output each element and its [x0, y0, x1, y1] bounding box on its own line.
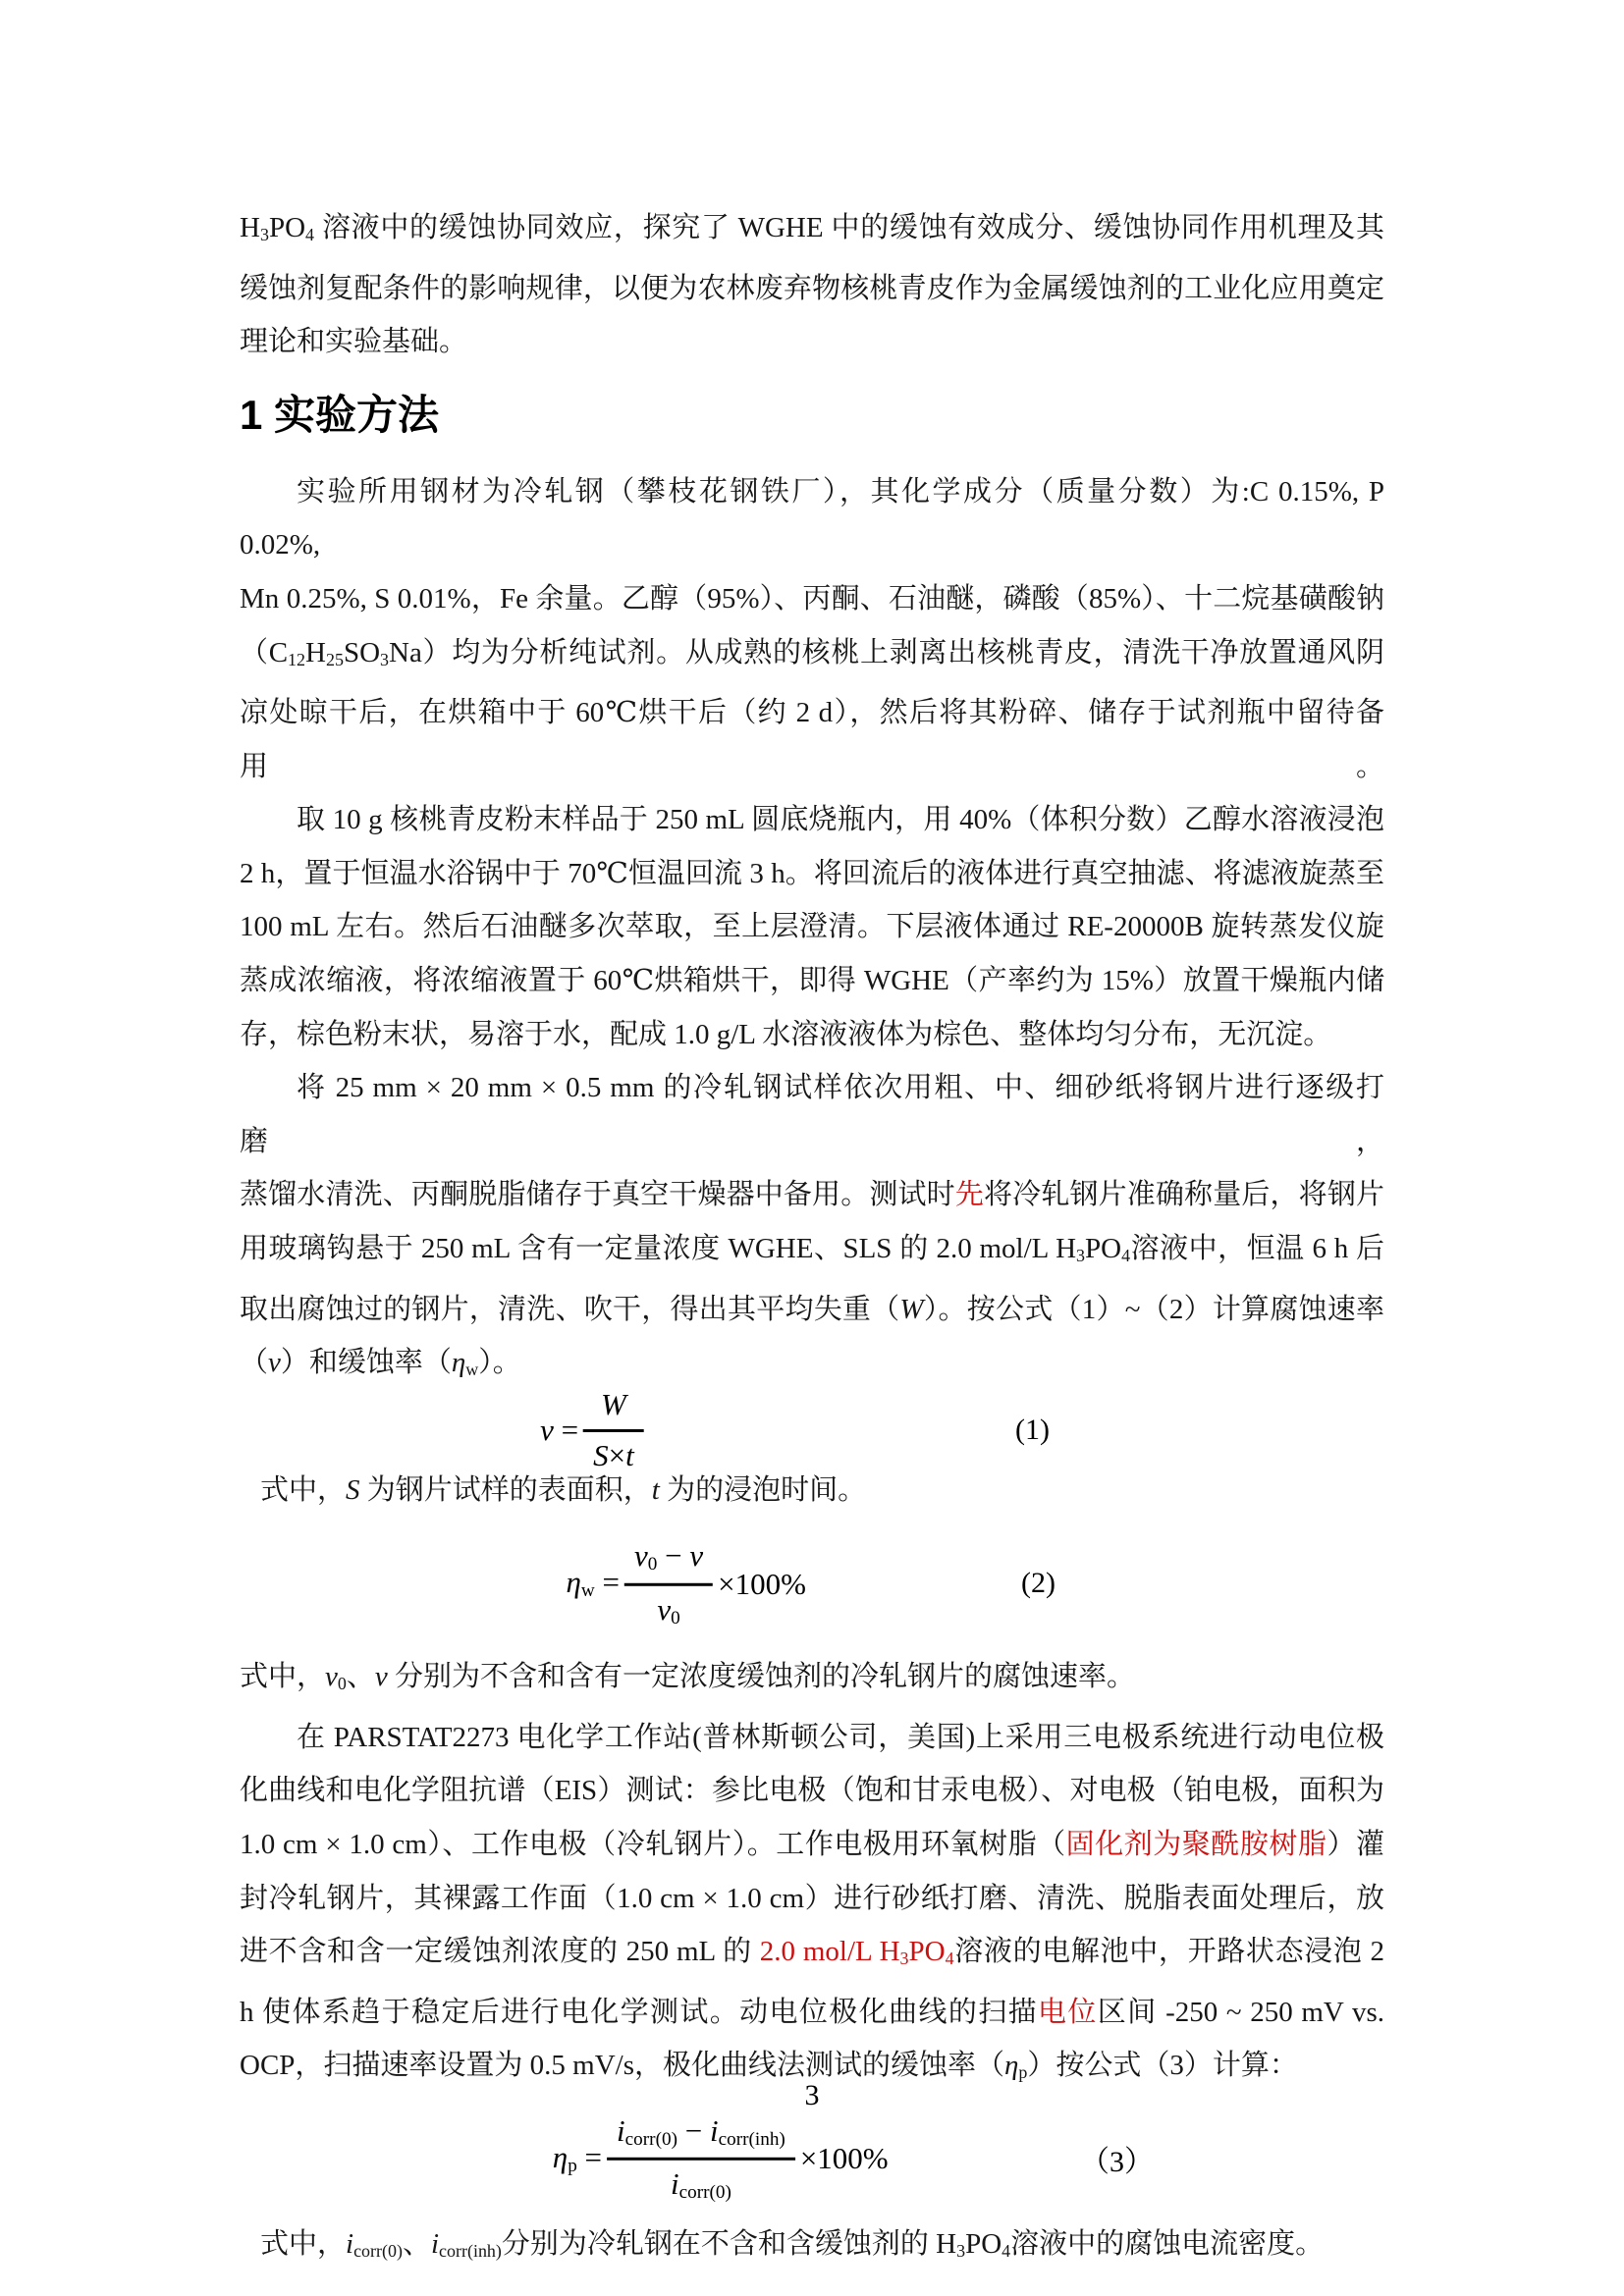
text-line: [240, 626, 1384, 687]
text-segment: （: [240, 1347, 269, 1379]
text-segment: w: [465, 1360, 479, 1380]
text-segment: 溶液中的缓蚀协同效应，探究了 WGHE 中的缓蚀有效成分、缓蚀协同作用机理及其: [314, 212, 1384, 243]
text-line: [240, 1464, 1384, 1518]
text-segment: corr(inh): [439, 2240, 502, 2261]
text-line: [240, 2217, 1384, 2278]
text-segment: v: [634, 1538, 648, 1574]
text-segment: h 使体系趋于稳定后进行电化学测试。动电位极化曲线的扫描: [240, 1996, 1038, 2028]
text-segment: （C: [240, 636, 289, 668]
text-segment: 理论和实验基础。: [240, 326, 468, 358]
text-segment: ）灌: [1326, 1829, 1384, 1861]
text-segment: t: [625, 1437, 634, 1472]
text-line: [240, 465, 1384, 572]
text-segment: ×: [608, 1437, 626, 1472]
text-segment: 、: [346, 1661, 375, 1693]
text-line: [240, 954, 1384, 1008]
text-segment: 蒸馏水清洗、丙酮脱脂储存于真空干燥器中备用。测试时: [240, 1179, 955, 1211]
text-segment: SO: [343, 636, 381, 668]
text-line: [240, 1925, 1384, 1986]
formula-tail: [800, 2141, 889, 2176]
text-line: [240, 1711, 1384, 1765]
text-segment: 先: [954, 1179, 984, 1211]
text-segment: 4: [1121, 1245, 1131, 1265]
text-segment: 分别为冷轧钢在不含和含缓蚀剂的 H: [501, 2227, 957, 2260]
formula-tail: [718, 1566, 806, 1601]
text-line: [240, 686, 1384, 793]
text-segment: v: [325, 1661, 338, 1693]
text-line: [240, 1986, 1384, 2040]
formula-body-eq3: [553, 2113, 889, 2204]
text-segment: 1.0 cm × 1.0 cm）、工作电极（冷轧钢片）。工作电极用环氧树脂（: [240, 1829, 1066, 1861]
page-number: 3: [804, 2079, 820, 2111]
text-segment: 4: [305, 224, 314, 244]
fraction-denominator: [607, 2158, 795, 2204]
formula-eq3: [240, 2100, 1384, 2217]
text-segment: PO: [908, 1936, 946, 1968]
text-segment: ）和缓蚀率（: [280, 1347, 452, 1379]
text-segment: t: [651, 1473, 660, 1506]
text-segment: 4: [945, 1949, 954, 1969]
formula-lhs: [567, 1565, 621, 1602]
text-line: [240, 1872, 1384, 1926]
text-segment: PO: [1085, 1233, 1122, 1264]
text-line: [240, 1008, 1384, 1062]
text-segment: 为钢片试样的表面积，: [359, 1473, 652, 1506]
text-segment: 式中，: [260, 2227, 347, 2260]
text-segment: W: [899, 1293, 924, 1325]
text-segment: 25: [325, 649, 344, 669]
fraction: [583, 1387, 644, 1473]
text-segment: corr(0): [624, 2128, 677, 2150]
page-body: [240, 0, 1384, 2277]
text-segment: 蒸成浓缩液，将浓缩液置于 60℃烘箱烘干，即得 WGHE（产率约为 15%）放置干燥瓶内储: [240, 965, 1384, 997]
text-segment: i: [430, 2227, 440, 2260]
text-segment: ）。: [478, 1347, 521, 1379]
text-segment: −: [677, 2112, 710, 2148]
text-segment: 100 mL 左右。然后石油醚多次萃取，至上层澄清。下层液体通过 RE-20000B 旋转蒸发仪旋: [240, 911, 1384, 943]
text-segment: W: [601, 1386, 626, 1421]
fraction: [607, 2113, 795, 2204]
text-segment: p: [1018, 2062, 1028, 2083]
text-line: [240, 1061, 1384, 1168]
text-segment: 4: [1001, 2240, 1011, 2261]
text-segment: 0: [671, 1607, 680, 1629]
text-line: [240, 1336, 1384, 1397]
text-segment: ）按公式（3）计算：: [1027, 2050, 1298, 2082]
text-segment: 进不含和含一定缓蚀剂浓度的 250 mL 的: [240, 1936, 760, 1968]
text-segment: 3: [380, 649, 389, 669]
text-line: [240, 1283, 1384, 1337]
section-heading: [240, 385, 1384, 446]
text-segment: PO: [965, 2227, 1002, 2260]
text-line: [240, 1764, 1384, 1818]
text-segment: 12: [288, 649, 306, 669]
text-segment: Mn 0.25%, S 0.01%，Fe 余量。乙醇（95%）、丙酮、石油醚，磷酸（85%）、十二烷基磺酸钠: [240, 582, 1384, 614]
formula-eq2: [240, 1517, 1384, 1650]
text-segment: 为的浸泡时间。: [659, 1473, 867, 1506]
text-segment: 存，棕色粉末状，易溶于水，配成 1.0 g/L 水溶液液体为棕色、整体均匀分布，无沉淀。: [240, 1018, 1332, 1050]
fraction: [624, 1538, 713, 1629]
text-segment: 将冷轧钢片准确称量后，将钢片: [983, 1179, 1384, 1211]
text-segment: 凉处晾干后，在烘箱中于 60℃烘干后（约 2 d），然后将其粉碎、储存于试剂瓶中留待备用。: [240, 697, 1384, 782]
text-segment: i: [346, 2227, 354, 2260]
equation-number: (1): [1015, 1413, 1050, 1446]
text-segment: 取出腐蚀过的钢片，清洗、吹干，得出其平均失重（: [240, 1293, 900, 1325]
text-segment: −: [657, 1538, 690, 1574]
text-segment: 0: [647, 1554, 658, 1575]
formula-body-eq1: [540, 1387, 649, 1473]
text-segment: w: [580, 1580, 595, 1602]
text-segment: 、: [402, 2227, 431, 2260]
text-segment: 溶液中的腐蚀电流密度。: [1010, 2227, 1325, 2260]
text-segment: H: [305, 636, 326, 668]
text-segment: OCP，扫描速率设置为 0.5 mV/s，极化曲线法测试的缓蚀率（: [240, 2050, 1005, 2082]
formula-lhs: [540, 1413, 578, 1448]
text-segment: 固化剂为聚酰胺树脂: [1065, 1829, 1327, 1861]
text-segment: 分别为不含和含有一定浓度缓蚀剂的冷轧钢片的腐蚀速率。: [387, 1661, 1136, 1693]
text-segment: η: [552, 2139, 568, 2174]
text-segment: v: [657, 1591, 672, 1627]
text-segment: v: [540, 1412, 554, 1447]
text-segment: =: [594, 1565, 621, 1600]
text-segment: 区间 -250 ~ 250 mV vs.: [1097, 1996, 1384, 2028]
text-segment: 3: [1076, 1245, 1086, 1265]
text-segment: =: [576, 2139, 603, 2174]
formula-body-eq2: [567, 1538, 806, 1629]
text-segment: 取 10 g 核桃青皮粉末样品于 250 mL 圆底烧瓶内，用 40%（体积分数）乙醇水溶液浸泡: [297, 804, 1384, 836]
text-segment: 3: [259, 224, 269, 244]
text-line: [240, 572, 1384, 626]
text-segment: 式中，: [240, 1661, 326, 1693]
text-segment: S: [593, 1437, 609, 1472]
text-segment: v: [268, 1347, 281, 1379]
text-segment: v: [689, 1538, 704, 1574]
text-line: [240, 793, 1384, 847]
text-segment: ×100%: [799, 2140, 889, 2175]
text-segment: η: [451, 1347, 466, 1379]
text-segment: H: [240, 212, 260, 243]
text-segment: =: [553, 1412, 579, 1447]
fraction-numerator: [624, 1538, 713, 1582]
text-segment: 用玻璃钩悬于 250 mL 含有一定量浓度 WGHE、SLS 的 2.0 mol/L H: [240, 1233, 1077, 1264]
text-segment: ×100%: [718, 1566, 806, 1601]
formula-lhs: [553, 2140, 602, 2177]
fraction-denominator: [624, 1582, 713, 1629]
text-segment: p: [568, 2156, 577, 2176]
text-segment: 2.0 mol/L H: [759, 1936, 900, 1968]
text-segment: i: [670, 2165, 679, 2201]
text-line: [240, 1168, 1384, 1222]
text-segment: 将 25 mm × 20 mm × 0.5 mm 的冷轧钢试样依次用粗、中、细砂纸将钢片进行逐级打磨，: [240, 1072, 1384, 1157]
text-line: [240, 847, 1384, 901]
fraction-numerator: [583, 1387, 644, 1429]
text-segment: η: [1004, 2050, 1019, 2082]
text-segment: i: [617, 2112, 625, 2148]
text-segment: 缓蚀剂复配条件的影响规律，以便为农林废弃物核桃青皮作为金属缓蚀剂的工业化应用奠定: [240, 272, 1384, 304]
text-segment: 式中，: [260, 1473, 347, 1506]
equation-number: （3）: [1080, 2145, 1154, 2178]
text-line: [240, 201, 1384, 262]
text-segment: 3: [956, 2240, 966, 2261]
text-line: [240, 900, 1384, 954]
fraction-numerator: [607, 2113, 795, 2158]
text-segment: corr(0): [678, 2182, 731, 2204]
text-segment: 化曲线和电化学阻抗谱（EIS）测试：参比电极（饱和甘汞电极）、对电极（铂电极，面积为: [240, 1775, 1384, 1807]
text-line: [240, 1222, 1384, 1283]
fraction-denominator: [583, 1429, 644, 1473]
text-line: [240, 262, 1384, 316]
text-segment: 1 实验方法: [240, 391, 440, 438]
text-segment: 实验所用钢材为冷轧钢（攀枝花钢铁厂），其化学成分（质量分数）为:C 0.15%, P 0.02%,: [240, 475, 1384, 561]
text-segment: 封冷轧钢片，其裸露工作面（1.0 cm × 1.0 cm）进行砂纸打磨、清洗、脱脂表面处理后，放: [240, 1882, 1384, 1914]
text-line: [240, 315, 1384, 369]
text-segment: v: [374, 1661, 388, 1693]
text-segment: corr(0): [353, 2240, 403, 2261]
text-segment: Na）均为分析纯试剂。从成熟的核桃上剥离出核桃青皮，清洗干净放置通风阴: [389, 636, 1384, 668]
text-segment: η: [566, 1565, 581, 1600]
text-segment: corr(inh): [718, 2128, 785, 2150]
text-segment: S: [346, 1473, 360, 1506]
text-line: [240, 1818, 1384, 1872]
text-segment: 2 h，置于恒温水浴锅中于 70℃恒温回流 3 h。将回流后的液体进行真空抽滤、将滤液旋蒸至: [240, 857, 1384, 889]
formula-eq1: [240, 1386, 1384, 1472]
text-segment: 溶液的电解池中，开路状态浸泡 2: [953, 1936, 1384, 1968]
text-segment: PO: [268, 212, 306, 243]
text-line: [240, 1650, 1384, 1711]
text-segment: 电位: [1037, 1996, 1098, 2028]
text-segment: ）。按公式（1）~（2）计算腐蚀速率: [923, 1293, 1384, 1325]
text-segment: 在 PARSTAT2273 电化学工作站(普林斯顿公司，美国)上采用三电极系统进行动电位极: [297, 1721, 1384, 1753]
text-segment: 3: [899, 1949, 909, 1969]
text-segment: 0: [337, 1674, 347, 1694]
text-segment: i: [709, 2112, 719, 2148]
text-segment: 溶液中，恒温 6 h 后: [1130, 1233, 1384, 1264]
equation-number: (2): [1021, 1567, 1056, 1600]
